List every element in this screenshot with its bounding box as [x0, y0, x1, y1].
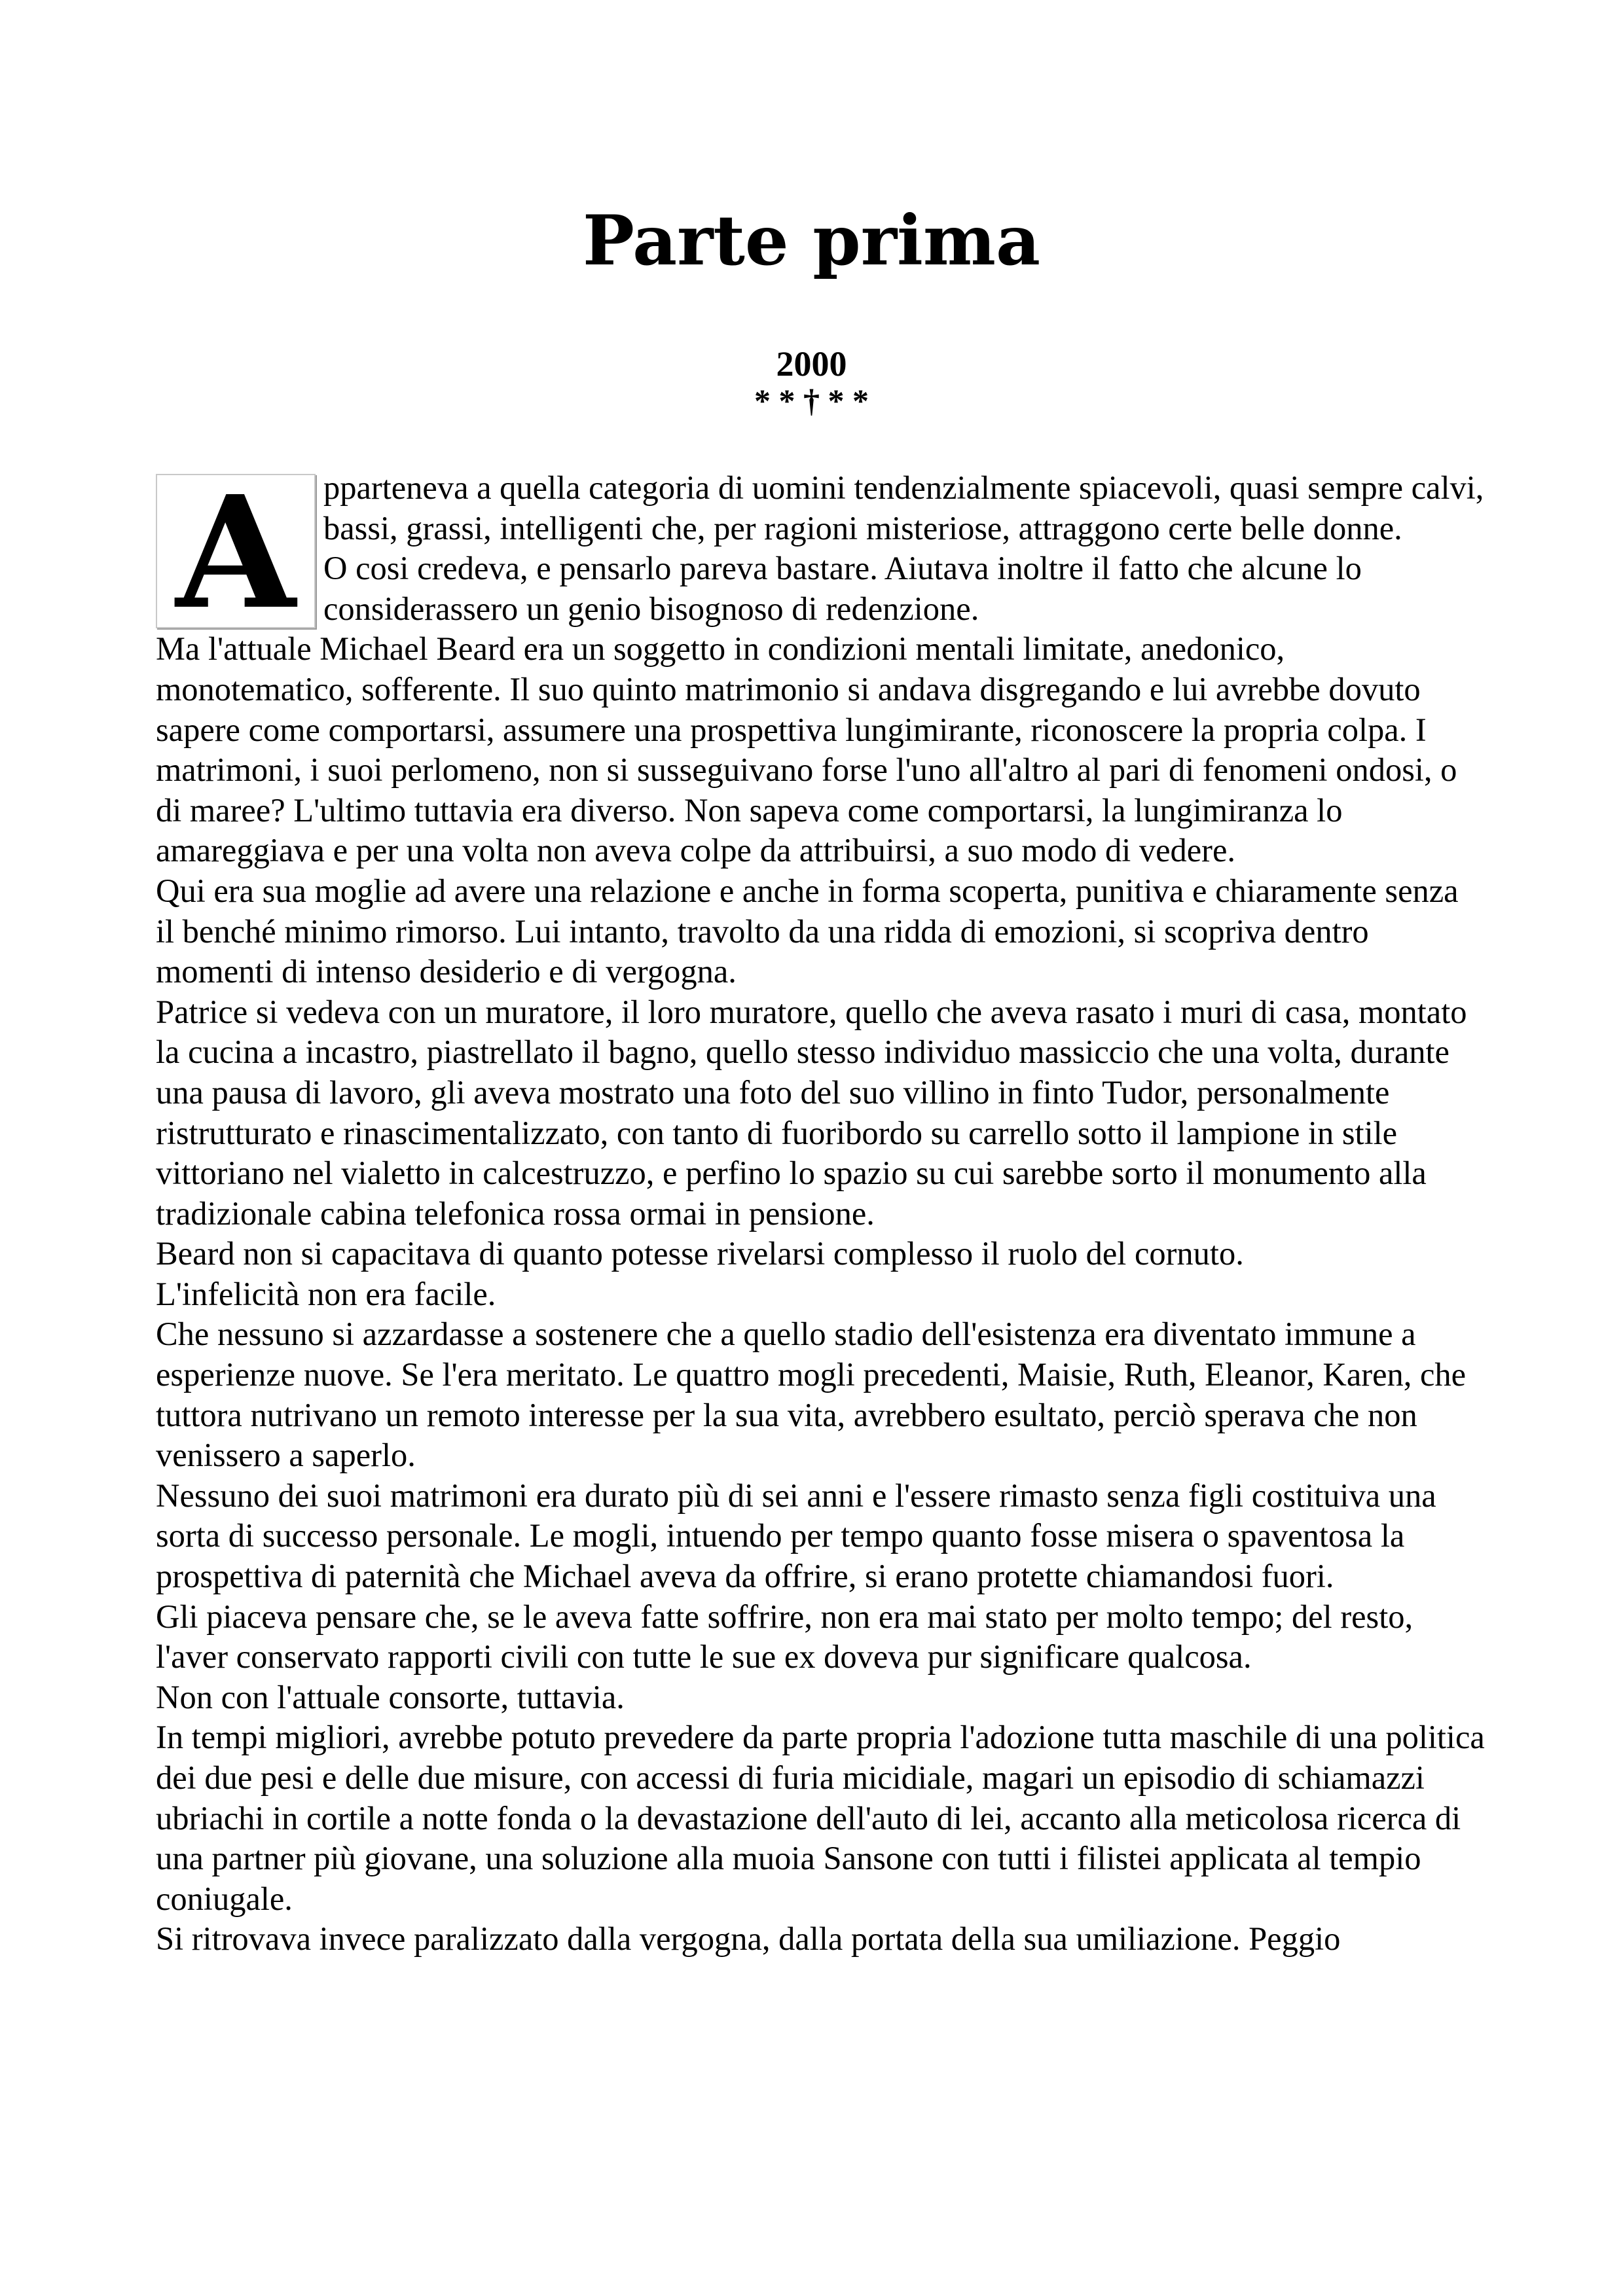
paragraph: L'infelicità non era facile.: [156, 1275, 496, 1312]
section-year: 2000: [776, 344, 847, 384]
section-separator: * * † * *: [754, 382, 869, 419]
paragraph: Che nessuno si azzardasse a sostenere che a quello stadio dell'esistenza era diventato immune a esperienze nuove. Se l'era meritato. Le quattro mogli precedenti, Maisie, Ruth, Eleanor, Karen, che tuttora nutrivano un remoto interesse per la sua vita, avrebbero esultato, perciò sperava che non venissero a saperlo.: [156, 1316, 1467, 1474]
body-text: [156, 468, 1485, 1960]
paragraph: In tempi migliori, avrebbe potuto prevedere da parte propria l'adozione tutta maschile di una politica dei due pesi e delle due misure, con accessi di furia micidiale, magari un episodio di schiamazzi ubriachi in cortile a notte fonda o la devastazione dell'auto di lei, accanto alla meticolosa ricerca di una partner più giovane, una soluzione alla muoia Sansone con tutti i filistei applicata al tempio coniugale.: [156, 1719, 1485, 1917]
paragraph: Si ritrovava invece paralizzato dalla vergogna, dalla portata della sua umiliazione. Peggio: [156, 1920, 1341, 1958]
paragraph: Ma l'attuale Michael Beard era un soggetto in condizioni mentali limitate, anedonico, monotematico, sofferente. Il suo quinto matrimonio si andava disgregando e lui avrebbe dovuto sapere come comportarsi, assumere una prospettiva lungimirante, riconoscere la propria colpa. I matrimoni, i suoi perlomeno, non si susseguivano forse l'uno all'altro al pari di fenomeni ondosi, o di maree? L'ultimo tuttavia era diverso. Non sapeva come comportarsi, la lungimiranza lo amareggiava e per una volta non aveva colpe da attribuirsi, a suo modo di vedere.: [156, 630, 1457, 869]
paragraph: Gli piaceva pensare che, se le aveva fatte soffrire, non era mai stato per molto tempo; del resto, l'aver conservato rapporti civili con tutte le sue ex doveva pur significare qualcosa.: [156, 1598, 1413, 1676]
paragraph: Patrice si vedeva con un muratore, il loro muratore, quello che aveva rasato i muri di casa, montato la cucina a incastro, piastrellato il bagno, quello stesso individuo massiccio che una volta, durante una pausa di lavoro, gli aveva mostrato una foto del suo villino in finto Tudor, personalmente ristrutturato e rinascimentalizzato, con tanto di fuoribordo su carrello sotto il lampione in stile vittoriano nel vialetto in calcestruzzo, e perfino lo spazio su cui sarebbe sorto il monumento alla tradizionale cabina telefonica rossa ormai in pensione.: [156, 993, 1467, 1232]
paragraph: O cosi credeva, e pensarlo pareva bastare. Aiutava inoltre il fatto che alcune lo considerassero un genio bisognoso di redenzione.: [323, 550, 1362, 627]
chapter-title: Parte prima: [582, 200, 1041, 281]
paragraph: Nessuno dei suoi matrimoni era durato più di sei anni e l'essere rimasto senza figli costituiva una sorta di successo personale. Le mogli, intuendo per tempo quanto fosse misera o spaventosa la prospettiva di paternità che Michael aveva da offrire, si erano protette chiamandosi fuori.: [156, 1477, 1436, 1595]
paragraph: Qui era sua moglie ad avere una relazione e anche in forma scoperta, punitiva e chiaramente senza il benché minimo rimorso. Lui intanto, travolto da una ridda di emozioni, si scopriva dentro momenti di intenso desiderio e di vergogna.: [156, 872, 1459, 990]
paragraph: pparteneva a quella categoria di uomini tendenzialmente spiacevoli, quasi sempre calvi, bassi, grassi, intelligenti che, per ragioni misteriose, attraggono certe belle donne.: [323, 469, 1484, 547]
drop-cap-letter: A: [156, 474, 316, 628]
paragraph: Beard non si capacitava di quanto potesse rivelarsi complesso il ruolo del cornuto.: [156, 1235, 1244, 1272]
paragraph: Non con l'attuale consorte, tuttavia.: [156, 1678, 625, 1715]
